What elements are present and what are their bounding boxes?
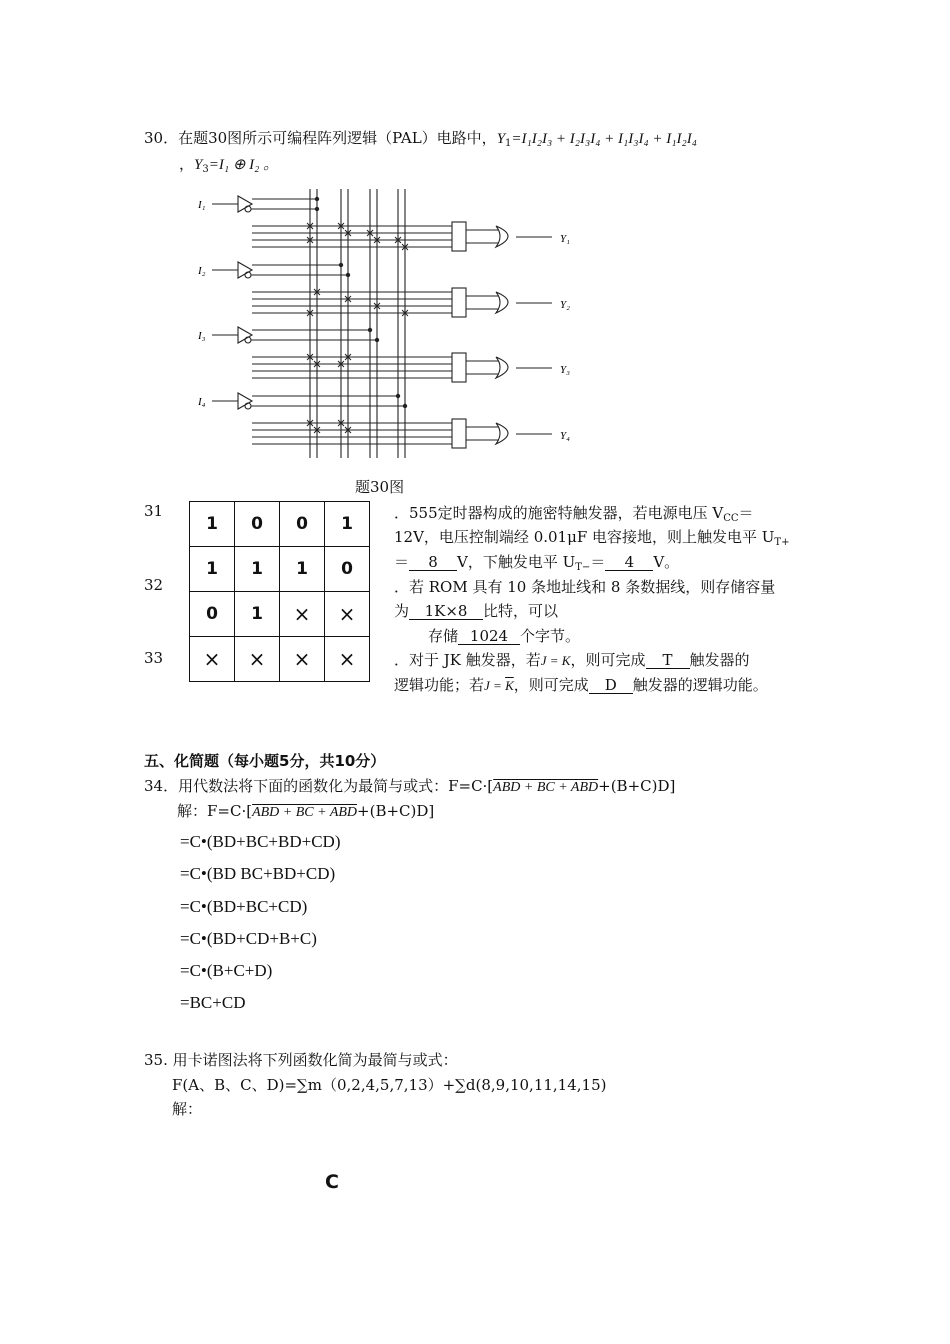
q35-prompt: 35. 用卡诺图法将下列函数化简为最简与或式：	[144, 1051, 458, 1069]
q34-step-5: =C•(B+C+D)	[180, 961, 273, 980]
q32-answer-bytes: 1024	[458, 628, 520, 645]
kmap-cell: 1	[190, 502, 235, 547]
kmap-cell: ×	[280, 592, 325, 637]
q32-line2: 为 1K×8 比特，可以	[394, 602, 559, 620]
q31-answer-lower: 4	[605, 554, 653, 571]
q34-step-3: =C•(BD+BC+CD)	[180, 897, 308, 916]
input-label-i2: I₂	[198, 265, 206, 277]
input-label-i4: I₄	[198, 396, 206, 408]
q33-answer-d: D	[589, 677, 633, 694]
q35-answer: C	[325, 1171, 339, 1193]
input-label-i1: I₁	[198, 199, 206, 211]
kmap-cell: 1	[235, 592, 280, 637]
kmap-cell: 0	[280, 502, 325, 547]
q30-line1: 30．在题30图所示可编程阵列逻辑（PAL）电路中，$Y_1=I_1I_2I_3 + I_2I_3I_4 + I_1I_3I_4 + I_1I_2I_4$	[144, 129, 697, 149]
kmap-cell: 0	[325, 547, 370, 592]
q31-line3: ＝ 8 V，下触发电平 $U_{T-}= 4$ V。	[394, 553, 680, 573]
kmap-cell: 0	[190, 592, 235, 637]
output-label-y2: Y₂	[560, 299, 570, 311]
kmap-cell: ×	[235, 637, 280, 682]
pal-circuit-diagram	[190, 186, 590, 461]
q34-prompt: 34．用代数法将下面的函数化为最简与或式：F=C·[ABD + BC + ABD+(B+C)D]	[144, 777, 676, 795]
input-label-i3: I₃	[198, 330, 206, 342]
kmap-cell: 1	[280, 547, 325, 592]
kmap-cell: ×	[190, 637, 235, 682]
kmap-cell: 1	[325, 502, 370, 547]
figure-caption: 题30图	[355, 478, 405, 496]
q33-line1: ．对于 JK 触发器，若J = K，则可完成 T 触发器的	[394, 651, 750, 669]
output-label-y4: Y₄	[560, 430, 570, 442]
q31-line2: 12V，电压控制端经 0.01μF 电容接地，则上触发电平 $U_{T+}$	[394, 528, 790, 548]
kmap-cell: 0	[235, 502, 280, 547]
kmap-cell: 1	[190, 547, 235, 592]
kmap-cell: ×	[325, 637, 370, 682]
karnaugh-map	[189, 501, 370, 682]
q34-solution-start: 解：F=C·[ABD + BC + ABD+(B+C)D]	[177, 802, 435, 820]
q32-line3: 存储 1024 个字节。	[428, 627, 581, 645]
q35-solution-label: 解：	[172, 1100, 203, 1118]
q32-answer-capacity: 1K×8	[409, 603, 483, 620]
q35-function: F(A、B、C、D)=∑m（0,2,4,5,7,13）+∑d(8,9,10,11,14,15)	[172, 1076, 607, 1094]
q33-answer-t: T	[646, 652, 690, 669]
q31-answer-upper: 8	[409, 554, 457, 571]
output-label-y1: Y₁	[560, 233, 570, 245]
q34-step-6: =BC+CD	[180, 993, 246, 1012]
output-label-y3: Y₃	[560, 364, 570, 376]
kmap-cell: 1	[235, 547, 280, 592]
q34-step-4: =C•(BD+CD+B+C)	[180, 929, 317, 948]
q30-line2: ，$Y_3=I_1$ ⊕ I₂ 。	[179, 155, 279, 175]
q32-number: 32	[144, 576, 164, 594]
q33-line2: 逻辑功能；若$J = \overline{K}$，则可完成 D 触发器的逻辑功能。	[394, 676, 768, 694]
q32-line1: ．若 ROM 具有 10 条地址线和 8 条数据线，则存储容量	[394, 578, 776, 596]
section-heading: 五、化简题（每小题5分，共10分）	[144, 752, 386, 770]
kmap-cell: ×	[280, 637, 325, 682]
q34-step-1: =C•(BD+BC+BD+CD)	[180, 832, 341, 851]
q31-number: 31	[144, 502, 164, 520]
kmap-cell: ×	[325, 592, 370, 637]
q31-line1: ．555定时器构成的施密特触发器，若电源电压 $V_{CC}=$	[394, 504, 754, 524]
q33-number: 33	[144, 649, 164, 667]
q34-step-2: =C•(BD BC+BD+CD)	[180, 864, 336, 883]
